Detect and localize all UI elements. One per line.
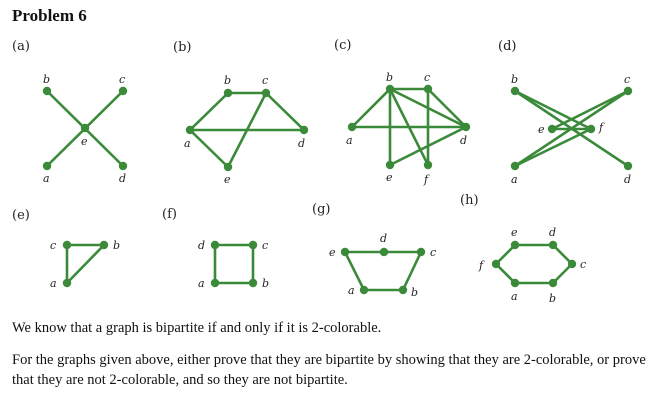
- vertex-f-a: [211, 279, 219, 287]
- vertex-c-c: [424, 85, 432, 93]
- vertex-label-a-d: d: [119, 172, 127, 185]
- vertex-label-d-c: c: [624, 73, 631, 86]
- vertex-f-c: [249, 241, 257, 249]
- vertex-label-g-d: d: [380, 232, 388, 245]
- graph-b: [173, 40, 308, 186]
- vertex-label-g-e: e: [329, 246, 336, 259]
- graph-e-label: (e): [12, 208, 30, 223]
- bipartite-statement: We know that a graph is bipartite if and only if it is 2-colorable.: [12, 320, 382, 336]
- vertex-a-e: [81, 124, 89, 132]
- edge-c-ab: [352, 89, 390, 127]
- vertex-label-b-d: d: [298, 137, 306, 150]
- vertex-label-b-a: a: [184, 137, 191, 150]
- graph-h-label: (h): [460, 193, 479, 208]
- vertex-b-e: [224, 163, 232, 171]
- graph-g-label: (g): [312, 202, 331, 217]
- vertex-h-a: [511, 279, 519, 287]
- vertex-label-h-e: e: [511, 226, 518, 239]
- edge-b-ae: [190, 130, 228, 167]
- vertex-h-c: [568, 260, 576, 268]
- edge-d-ce: [552, 91, 628, 129]
- edge-b-ab: [190, 93, 228, 130]
- vertex-label-e-b: b: [113, 239, 121, 252]
- graph-a: [12, 39, 127, 185]
- graph-e: [12, 208, 120, 290]
- vertex-g-d: [380, 248, 388, 256]
- vertex-label-a-b: b: [43, 73, 51, 86]
- vertex-label-b-e: e: [224, 173, 231, 186]
- vertex-c-f: [424, 161, 432, 169]
- graph-a-label: (a): [12, 39, 30, 54]
- vertex-h-b: [549, 279, 557, 287]
- vertex-label-d-b: b: [511, 73, 519, 86]
- edge-g-cb: [403, 252, 421, 290]
- vertex-label-d-a: a: [511, 173, 518, 186]
- vertex-e-b: [100, 241, 108, 249]
- vertex-b-b: [224, 89, 232, 97]
- vertex-a-d: [119, 162, 127, 170]
- graph-f: [162, 207, 269, 290]
- vertex-label-h-a: a: [511, 290, 518, 303]
- edge-b-cd: [266, 93, 304, 130]
- vertex-c-a: [348, 123, 356, 131]
- problem-instructions: For the graphs given above, either prove that they are bipartite by showing that they are 2-colorable, or prove that they are not 2-colorable, and so they are not bipartite.: [12, 352, 646, 388]
- vertex-label-h-d: d: [549, 226, 557, 239]
- vertex-h-e: [511, 241, 519, 249]
- vertex-label-c-c: c: [424, 71, 431, 84]
- edge-c-cd: [428, 89, 466, 127]
- vertex-label-e-a: a: [50, 277, 57, 290]
- graph-c-label: (c): [334, 38, 352, 53]
- graph-f-label: (f): [162, 207, 177, 222]
- vertex-g-a: [360, 286, 368, 294]
- vertex-b-a: [186, 126, 194, 134]
- edge-e-ba: [67, 245, 104, 283]
- vertex-e-c: [63, 241, 71, 249]
- vertex-label-h-c: c: [580, 258, 587, 271]
- vertex-label-h-b: b: [549, 292, 557, 305]
- graph-g: [312, 202, 436, 299]
- vertex-label-b-b: b: [224, 74, 232, 87]
- vertex-label-f-d: d: [198, 239, 206, 252]
- vertex-g-c: [417, 248, 425, 256]
- vertex-label-g-a: a: [348, 284, 355, 297]
- problem-title: Problem 6: [12, 6, 87, 25]
- vertex-label-d-f: f: [599, 121, 604, 134]
- vertex-label-d-e: e: [538, 123, 545, 136]
- vertex-a-b: [43, 87, 51, 95]
- vertex-label-d-d: d: [624, 173, 632, 186]
- vertex-label-c-b: b: [386, 71, 394, 84]
- vertex-label-c-a: a: [346, 134, 353, 147]
- vertex-label-g-c: c: [430, 246, 437, 259]
- vertex-e-a: [63, 279, 71, 287]
- vertex-label-f-a: a: [198, 277, 205, 290]
- vertex-a-a: [43, 162, 51, 170]
- vertex-d-c: [624, 87, 632, 95]
- vertex-g-e: [341, 248, 349, 256]
- graph-d: [498, 39, 632, 186]
- graph-c: [334, 38, 470, 186]
- vertex-a-c: [119, 87, 127, 95]
- edge-d-af: [515, 129, 591, 166]
- graph-d-label: (d): [498, 39, 517, 54]
- vertex-label-a-e: e: [81, 135, 88, 148]
- vertex-b-c: [262, 89, 270, 97]
- vertex-c-e: [386, 161, 394, 169]
- vertex-label-f-c: c: [262, 239, 269, 252]
- vertex-label-a-a: a: [43, 172, 50, 185]
- vertex-d-d: [624, 162, 632, 170]
- vertex-c-d: [462, 123, 470, 131]
- vertex-b-d: [300, 126, 308, 134]
- vertex-f-d: [211, 241, 219, 249]
- vertex-label-g-b: b: [411, 286, 419, 299]
- vertex-g-b: [399, 286, 407, 294]
- graph-b-label: (b): [173, 40, 192, 55]
- vertex-d-b: [511, 87, 519, 95]
- vertex-label-h-f: f: [479, 259, 484, 272]
- graph-h: [460, 193, 586, 305]
- vertex-label-a-c: c: [119, 73, 126, 86]
- vertex-h-f: [492, 260, 500, 268]
- vertex-c-b: [386, 85, 394, 93]
- vertex-d-e: [548, 125, 556, 133]
- vertex-label-f-b: b: [262, 277, 270, 290]
- vertex-h-d: [549, 241, 557, 249]
- vertex-d-f: [587, 125, 595, 133]
- vertex-f-b: [249, 279, 257, 287]
- vertex-label-b-c: c: [262, 74, 269, 87]
- vertex-label-c-f: f: [424, 173, 429, 186]
- vertex-label-e-c: c: [50, 239, 57, 252]
- vertex-label-c-d: d: [460, 134, 468, 147]
- vertex-d-a: [511, 162, 519, 170]
- vertex-label-c-e: e: [386, 171, 393, 184]
